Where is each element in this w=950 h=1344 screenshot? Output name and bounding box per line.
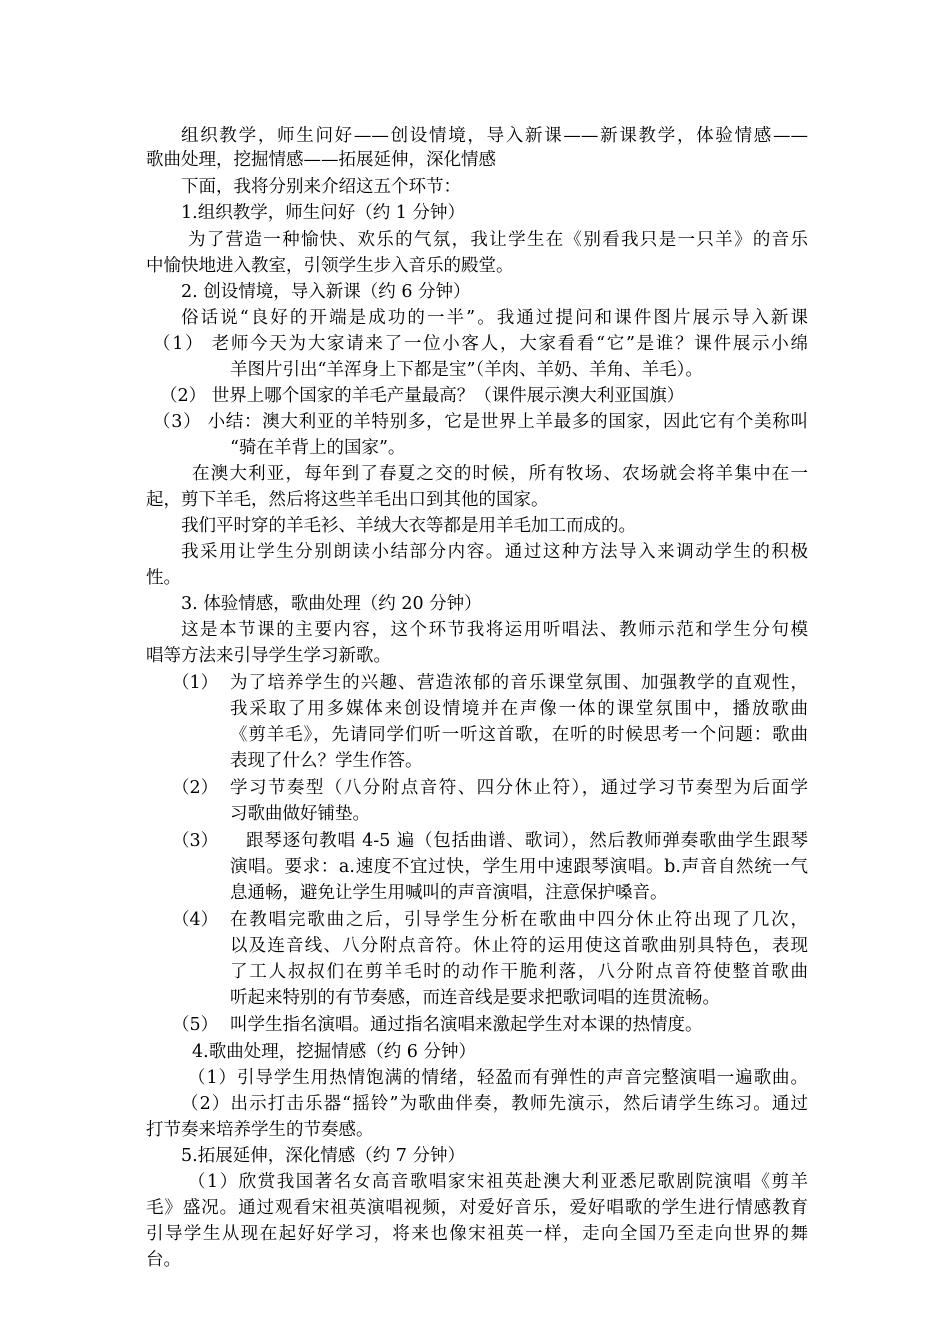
section-2-item-2: （2） 世界上哪个国家的羊毛产量最高？（课件展示澳大利亚国旗） (160, 386, 685, 406)
para-overview-line-2: 歌曲处理，挖掘情感——拓展延伸，深化情感 (146, 150, 496, 170)
section-2-item-1-line-2: 羊图片引出“羊浑身上下都是宝”（羊肉、羊奶、羊角、羊毛）。 (230, 360, 703, 380)
section-3-item-4-line-2: 以及连音线、八分附点音符。休止符的运用使这首歌曲别具特色，表现 (230, 936, 808, 956)
section-5-item-1-line-4: 台。 (146, 1250, 181, 1270)
section-5-item-1-line-3: 引导学生从现在起好好学习，将来也像宋祖英一样，走向全国乃至走向世界的舞 (146, 1224, 808, 1244)
section-3-para-line-1: 这是本节课的主要内容，这个环节我将运用听唱法、教师示范和学生分句模 (181, 620, 808, 640)
section-2-item-1-line-1: （1） 老师今天为大家请来了一位小客人，大家看看“它”是谁？课件展示小绵 (153, 334, 808, 354)
section-3-item-1-line-1: 为了培养学生的兴趣、营造浓郁的音乐课堂氛围、加强教学的直观性， (230, 673, 808, 693)
section-3-item-4-marker: （4） (172, 910, 219, 930)
section-2-para-2-line-2: 起，剪下羊毛，然后将这些羊毛出口到其他的国家。 (146, 490, 549, 510)
section-2-para: 俗话说“良好的开端是成功的一半”。我通过提问和课件图片展示导入新课 (181, 308, 808, 328)
section-2-para-2-line-1: 在澳大利亚，每年到了春夏之交的时候，所有牧场、农场就会将羊集中在一 (192, 464, 808, 484)
section-3-item-3-line-3: 息通畅，避免让学生用喊叫的声音演唱，注意保护嗓音。 (230, 883, 668, 903)
para-overview-line-1: 组织教学，师生问好——创设情境，导入新课——新课教学，体验情感—— (181, 126, 808, 146)
section-3-item-2-marker: （2） (172, 778, 219, 798)
section-1-para-line-2: 中愉快地进入教室，引领学生步入音乐的殿堂。 (146, 256, 514, 276)
section-3-item-5-text: 叫学生指名演唱。通过指名演唱来激起学生对本课的热情度。 (230, 1015, 703, 1035)
section-2-para-3: 我们平时穿的羊毛衫、羊绒大衣等都是用羊毛加工而成的。 (181, 516, 636, 536)
section-3-item-4-line-4: 听起来特别的有节奏感，而连音线是要求把歌词唱的连贯流畅。 (230, 988, 720, 1008)
section-5-item-1-line-1: （1）欣赏我国著名女高音歌唱家宋祖英赴澳大利亚悉尼歌剧院演唱《剪羊 (188, 1172, 808, 1192)
section-3-item-3-line-2: 演唱。要求：a.速度不宜过快，学生用中速跟琴演唱。b.声音自然统一气 (230, 857, 808, 877)
section-3-item-1-line-3: 《剪羊毛》，先请同学们听一听这首歌，在听的时候思考一个问题：歌曲 (230, 725, 808, 745)
section-5-heading: 5.拓展延伸，深化情感（约 7 分钟） (181, 1146, 465, 1166)
section-3-item-4-line-1: 在教唱完歌曲之后，引导学生分析在歌曲中四分休止符出现了几次， (230, 910, 808, 930)
section-1-heading: 1.组织教学，师生问好（约 1 分钟） (181, 203, 465, 223)
section-4-item-2-line-1: （2）出示打击乐器“摇铃”为歌曲伴奏，教师先演示，然后请学生练习。通过 (181, 1094, 808, 1114)
section-4-heading: 4.歌曲处理，挖掘情感（约 6 分钟） (192, 1042, 476, 1062)
section-3-item-5-marker: （5） (172, 1015, 219, 1035)
section-3-item-1-marker: （1） (172, 673, 219, 693)
section-3-item-4-line-3: 了工人叔叔们在剪羊毛时的动作干脆利落，八分附点音符使整首歌曲 (230, 962, 808, 982)
section-3-item-2-line-1: 学习节奏型（八分附点音符、四分休止符），通过学习节奏型为后面学 (230, 778, 808, 798)
section-3-para-line-2: 唱等方法来引导学生学习新歌。 (146, 646, 391, 666)
section-3-item-2-line-2: 习歌曲做好铺垫。 (230, 804, 370, 824)
section-3-item-3-marker: （3） (172, 831, 219, 851)
section-4-item-2-line-2: 打节奏来培养学生的节奏感。 (146, 1120, 374, 1140)
section-2-heading: 2. 创设情境，导入新课（约 6 分钟） (181, 282, 471, 302)
section-4-item-1: （1）引导学生用热情饱满的情绪，轻盈而有弹性的声音完整演唱一遍歌曲。 (188, 1068, 808, 1088)
section-2-item-3-line-1: （3） 小结：澳大利亚的羊特别多，它是世界上羊最多的国家，因此它有个美称叫 (153, 412, 808, 432)
intro-sentence: 下面，我将分别来介绍这五个环节： (181, 177, 461, 197)
section-3-heading: 3. 体验情感，歌曲处理（约 20 分钟） (181, 594, 482, 614)
section-5-item-1-line-2: 毛》盛况。通过观看宋祖英演唱视频，对爱好音乐，爱好唱歌的学生进行情感教育 (146, 1198, 808, 1218)
section-2-item-3-line-2: “骑在羊背上的国家”。 (230, 438, 406, 458)
section-1-para-line-1: 为了营造一种愉快、欢乐的气氛，我让学生在《别看我只是一只羊》的音乐 (188, 230, 808, 250)
section-3-item-1-line-2: 我采取了用多媒体来创设情境并在声像一体的课堂氛围中，播放歌曲 (230, 699, 808, 719)
section-2-para-4-line-1: 我采用让学生分别朗读小结部分内容。通过这种方法导入来调动学生的积极 (181, 542, 808, 562)
section-3-item-3-line-1: 跟琴逐句教唱 4-5 遍（包括曲谱、歌词），然后教师弹奏歌曲学生跟琴 (246, 831, 808, 851)
section-3-item-1-line-4: 表现了什么？学生作答。 (230, 751, 423, 771)
section-2-para-4-line-2: 性。 (146, 568, 181, 588)
